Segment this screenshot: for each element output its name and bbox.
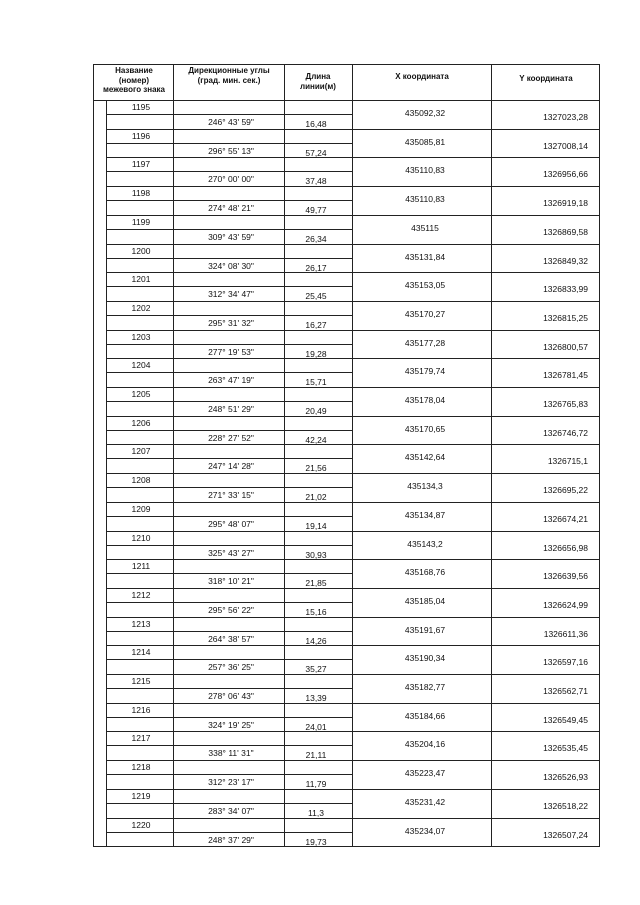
y-coordinate: 1326507,24 [543, 829, 588, 840]
mark-name: 1217 [131, 733, 151, 744]
mark-name: 1211 [131, 561, 151, 572]
line-length: 35,27 [305, 664, 327, 675]
row-divider [106, 229, 352, 230]
y-coordinate: 1326800,57 [543, 341, 588, 352]
y-coordinate: 1327008,14 [543, 140, 588, 151]
line-length: 49,77 [305, 205, 327, 216]
x-coordinate: 435134,87 [404, 509, 446, 520]
row-divider [106, 659, 352, 660]
row-divider [106, 645, 600, 646]
direction-angle: 228° 27' 52" [208, 432, 254, 443]
row-divider [106, 430, 352, 431]
line-length: 26,17 [305, 262, 327, 273]
x-coordinate: 435143,2 [407, 538, 443, 549]
row-divider [106, 674, 600, 675]
row-divider [106, 832, 352, 833]
y-coordinate: 1326695,22 [543, 485, 588, 496]
x-coordinate: 435134,3 [407, 481, 443, 492]
x-coordinate: 435170,27 [404, 308, 446, 319]
x-coordinate: 435182,77 [404, 682, 446, 692]
y-coordinate: 1326765,83 [543, 399, 588, 409]
y-coordinate: 1326674,21 [543, 513, 588, 524]
direction-angle: 248° 37' 29" [208, 834, 254, 845]
row-divider [106, 416, 600, 417]
line-length: 11,3 [308, 807, 324, 818]
mark-name: 1205 [131, 389, 151, 399]
row-divider [106, 200, 352, 201]
x-coordinate: 435185,04 [404, 595, 446, 606]
line-length: 57,24 [305, 147, 327, 158]
line-length: 26,34 [305, 233, 327, 244]
mark-name: 1220 [131, 819, 151, 830]
x-coordinate: 435190,34 [404, 653, 446, 664]
direction-angle: 296° 55' 13" [208, 145, 254, 156]
column-divider [491, 64, 492, 847]
direction-angle: 295° 48' 07" [208, 518, 254, 529]
mark-name: 1204 [131, 360, 151, 371]
x-coordinate: 435115 [411, 222, 439, 233]
row-divider [106, 315, 352, 316]
mark-name: 1218 [131, 762, 151, 773]
line-length: 21,56 [305, 463, 327, 474]
y-coordinate: 1326833,99 [543, 284, 588, 295]
direction-angle: 257° 36' 25" [208, 662, 254, 673]
mark-name: 1210 [131, 532, 151, 543]
line-length: 20,49 [305, 406, 327, 416]
row-divider [106, 502, 600, 503]
row-divider [106, 717, 352, 718]
row-divider [106, 818, 600, 819]
direction-angle: 263° 47' 19" [208, 375, 254, 386]
x-coordinate: 435234,07 [404, 825, 446, 836]
row-divider [106, 157, 600, 158]
y-coordinate: 1326549,45 [543, 714, 588, 725]
row-divider [106, 531, 600, 532]
direction-angle: 274° 48' 21" [208, 203, 254, 214]
direction-angle: 277° 19' 53" [208, 346, 254, 357]
row-divider [106, 703, 600, 704]
line-length: 14,26 [305, 635, 327, 646]
direction-angle: 312° 23' 17" [208, 777, 254, 788]
line-length: 11,79 [305, 779, 327, 790]
line-length: 30,93 [305, 549, 327, 560]
direction-angle: 248° 51' 29" [208, 404, 254, 414]
row-divider [106, 688, 352, 689]
x-coordinate: 435179,74 [404, 366, 446, 377]
y-coordinate: 1327023,28 [543, 112, 588, 122]
mark-name: 1199 [131, 216, 151, 227]
mark-name: 1209 [131, 503, 151, 514]
mark-name: 1201 [131, 274, 151, 285]
line-length: 42,24 [305, 434, 327, 445]
x-coordinate: 435178,04 [404, 395, 446, 405]
line-length: 21,02 [305, 492, 327, 503]
line-length: 15,71 [305, 377, 327, 388]
row-divider [106, 286, 352, 287]
row-divider [106, 358, 600, 359]
x-coordinate: 435131,84 [404, 251, 446, 262]
row-divider [106, 545, 352, 546]
x-coordinate: 435153,05 [404, 280, 446, 291]
row-divider [106, 272, 600, 273]
row-divider [106, 774, 352, 775]
x-coordinate: 435110,83 [405, 165, 445, 176]
mark-name: 1203 [131, 331, 151, 342]
mark-name: 1206 [131, 417, 151, 428]
row-divider [106, 244, 600, 245]
x-coordinate: 435142,64 [404, 452, 446, 463]
x-coordinate: 435110,83 [405, 194, 445, 205]
y-coordinate: 1326639,56 [543, 571, 588, 582]
mark-name: 1202 [131, 302, 151, 313]
line-length: 25,45 [305, 291, 327, 302]
direction-angle: 271° 33' 15" [208, 490, 254, 501]
y-coordinate: 1326815,25 [543, 312, 588, 323]
row-divider [106, 588, 600, 589]
mark-name: 1214 [131, 647, 151, 658]
row-divider [106, 458, 352, 459]
direction-angle: 295° 31' 32" [208, 317, 254, 328]
direction-angle: 246° 43' 59" [208, 117, 254, 127]
row-divider [106, 344, 352, 345]
row-divider [106, 516, 352, 517]
mark-name: 1219 [131, 790, 151, 801]
row-divider [106, 444, 600, 445]
line-length: 15,16 [305, 606, 327, 617]
x-coordinate: 435223,47 [404, 768, 446, 779]
x-coordinate: 435170,65 [404, 423, 446, 434]
y-coordinate: 1326611,36 [543, 628, 588, 639]
mark-name: 1216 [131, 704, 151, 715]
y-coordinate: 1326597,16 [543, 657, 588, 668]
y-coordinate: 1326956,66 [543, 169, 588, 180]
direction-angle: 264° 38' 57" [208, 633, 254, 644]
header-x-coordinate: X координата [395, 72, 449, 81]
row-divider [106, 760, 600, 761]
row-divider [106, 602, 352, 603]
row-divider [106, 745, 352, 746]
direction-angle: 295° 56' 22" [208, 604, 254, 615]
mark-name: 1196 [131, 130, 151, 141]
line-length: 19,73 [305, 836, 327, 847]
row-divider [106, 129, 600, 130]
row-divider [106, 215, 600, 216]
mark-name: 1207 [131, 446, 151, 457]
mark-name: 1195 [131, 102, 151, 112]
x-coordinate: 435204,16 [404, 739, 446, 750]
row-divider [106, 330, 600, 331]
row-divider [106, 143, 352, 144]
direction-angle: 283° 34' 07" [208, 805, 254, 816]
line-length: 13,39 [305, 693, 327, 703]
column-divider [352, 64, 353, 847]
direction-angle: 312° 34' 47" [208, 289, 254, 300]
row-divider [106, 171, 352, 172]
mark-name: 1215 [131, 676, 151, 686]
x-coordinate: 435191,67 [404, 624, 446, 635]
line-length: 21,11 [305, 750, 327, 761]
direction-angle: 247° 14' 28" [208, 461, 254, 472]
x-coordinate: 435177,28 [404, 337, 446, 348]
row-divider [106, 186, 600, 187]
header-direction-angle: Дирекционные углы (град. мин. сек.) [188, 66, 270, 85]
y-coordinate: 1326535,45 [543, 743, 588, 754]
x-coordinate: 435168,76 [404, 567, 446, 578]
direction-angle: 309° 43' 59" [208, 231, 254, 242]
row-divider [106, 114, 352, 115]
y-coordinate: 1326746,72 [543, 427, 588, 438]
row-divider [106, 301, 600, 302]
direction-angle: 318° 10' 21" [208, 576, 254, 587]
row-divider [106, 372, 352, 373]
row-divider [106, 803, 352, 804]
row-divider [106, 617, 600, 618]
row-divider [106, 631, 352, 632]
y-coordinate: 1326656,98 [543, 542, 588, 553]
y-coordinate: 1326919,18 [543, 198, 588, 209]
header-mark-name: Название (номер) межевого знака [102, 66, 166, 94]
y-coordinate: 1326562,71 [543, 686, 588, 696]
row-divider [106, 731, 600, 732]
direction-angle: 270° 00' 00" [208, 174, 254, 185]
header-y-coordinate: Y координата [519, 74, 573, 83]
direction-angle: 278° 06' 43" [208, 691, 254, 701]
line-length: 16,48 [305, 119, 327, 129]
header-divider [93, 100, 600, 101]
x-coordinate: 435231,42 [404, 796, 446, 807]
direction-angle: 338° 11' 31" [208, 748, 254, 759]
direction-angle: 324° 08' 30" [208, 260, 254, 271]
x-coordinate: 435092,32 [404, 108, 446, 118]
row-divider [106, 789, 600, 790]
y-coordinate: 1326518,22 [543, 800, 588, 811]
mark-name: 1208 [131, 475, 151, 486]
mark-name: 1200 [131, 245, 151, 256]
y-coordinate: 1326849,32 [543, 255, 588, 266]
line-length: 16,27 [305, 319, 327, 330]
mark-name: 1197 [131, 159, 151, 170]
header-line-length: Длина линии(м) [300, 72, 336, 91]
row-divider [106, 487, 352, 488]
y-coordinate: 1326781,45 [543, 370, 588, 381]
line-length: 37,48 [305, 176, 327, 187]
y-coordinate: 1326715,1 [547, 456, 588, 467]
mark-name: 1213 [131, 618, 151, 629]
y-coordinate: 1326869,58 [543, 226, 588, 237]
x-coordinate: 435085,81 [404, 136, 446, 147]
y-coordinate: 1326624,99 [543, 599, 588, 610]
mark-name: 1212 [131, 589, 151, 600]
direction-angle: 325° 43' 27" [208, 547, 254, 558]
line-length: 24,01 [305, 721, 327, 732]
line-length: 19,14 [305, 520, 327, 531]
y-coordinate: 1326526,93 [543, 772, 588, 783]
row-divider [106, 473, 600, 474]
line-length: 21,85 [305, 578, 327, 589]
direction-angle: 324° 19' 25" [208, 719, 254, 730]
line-length: 19,28 [305, 348, 327, 359]
row-divider [106, 559, 600, 560]
mark-name: 1198 [131, 188, 151, 199]
row-divider [106, 401, 352, 402]
row-divider [106, 573, 352, 574]
x-coordinate: 435184,66 [404, 710, 446, 721]
row-divider [106, 258, 352, 259]
row-divider [106, 387, 600, 388]
